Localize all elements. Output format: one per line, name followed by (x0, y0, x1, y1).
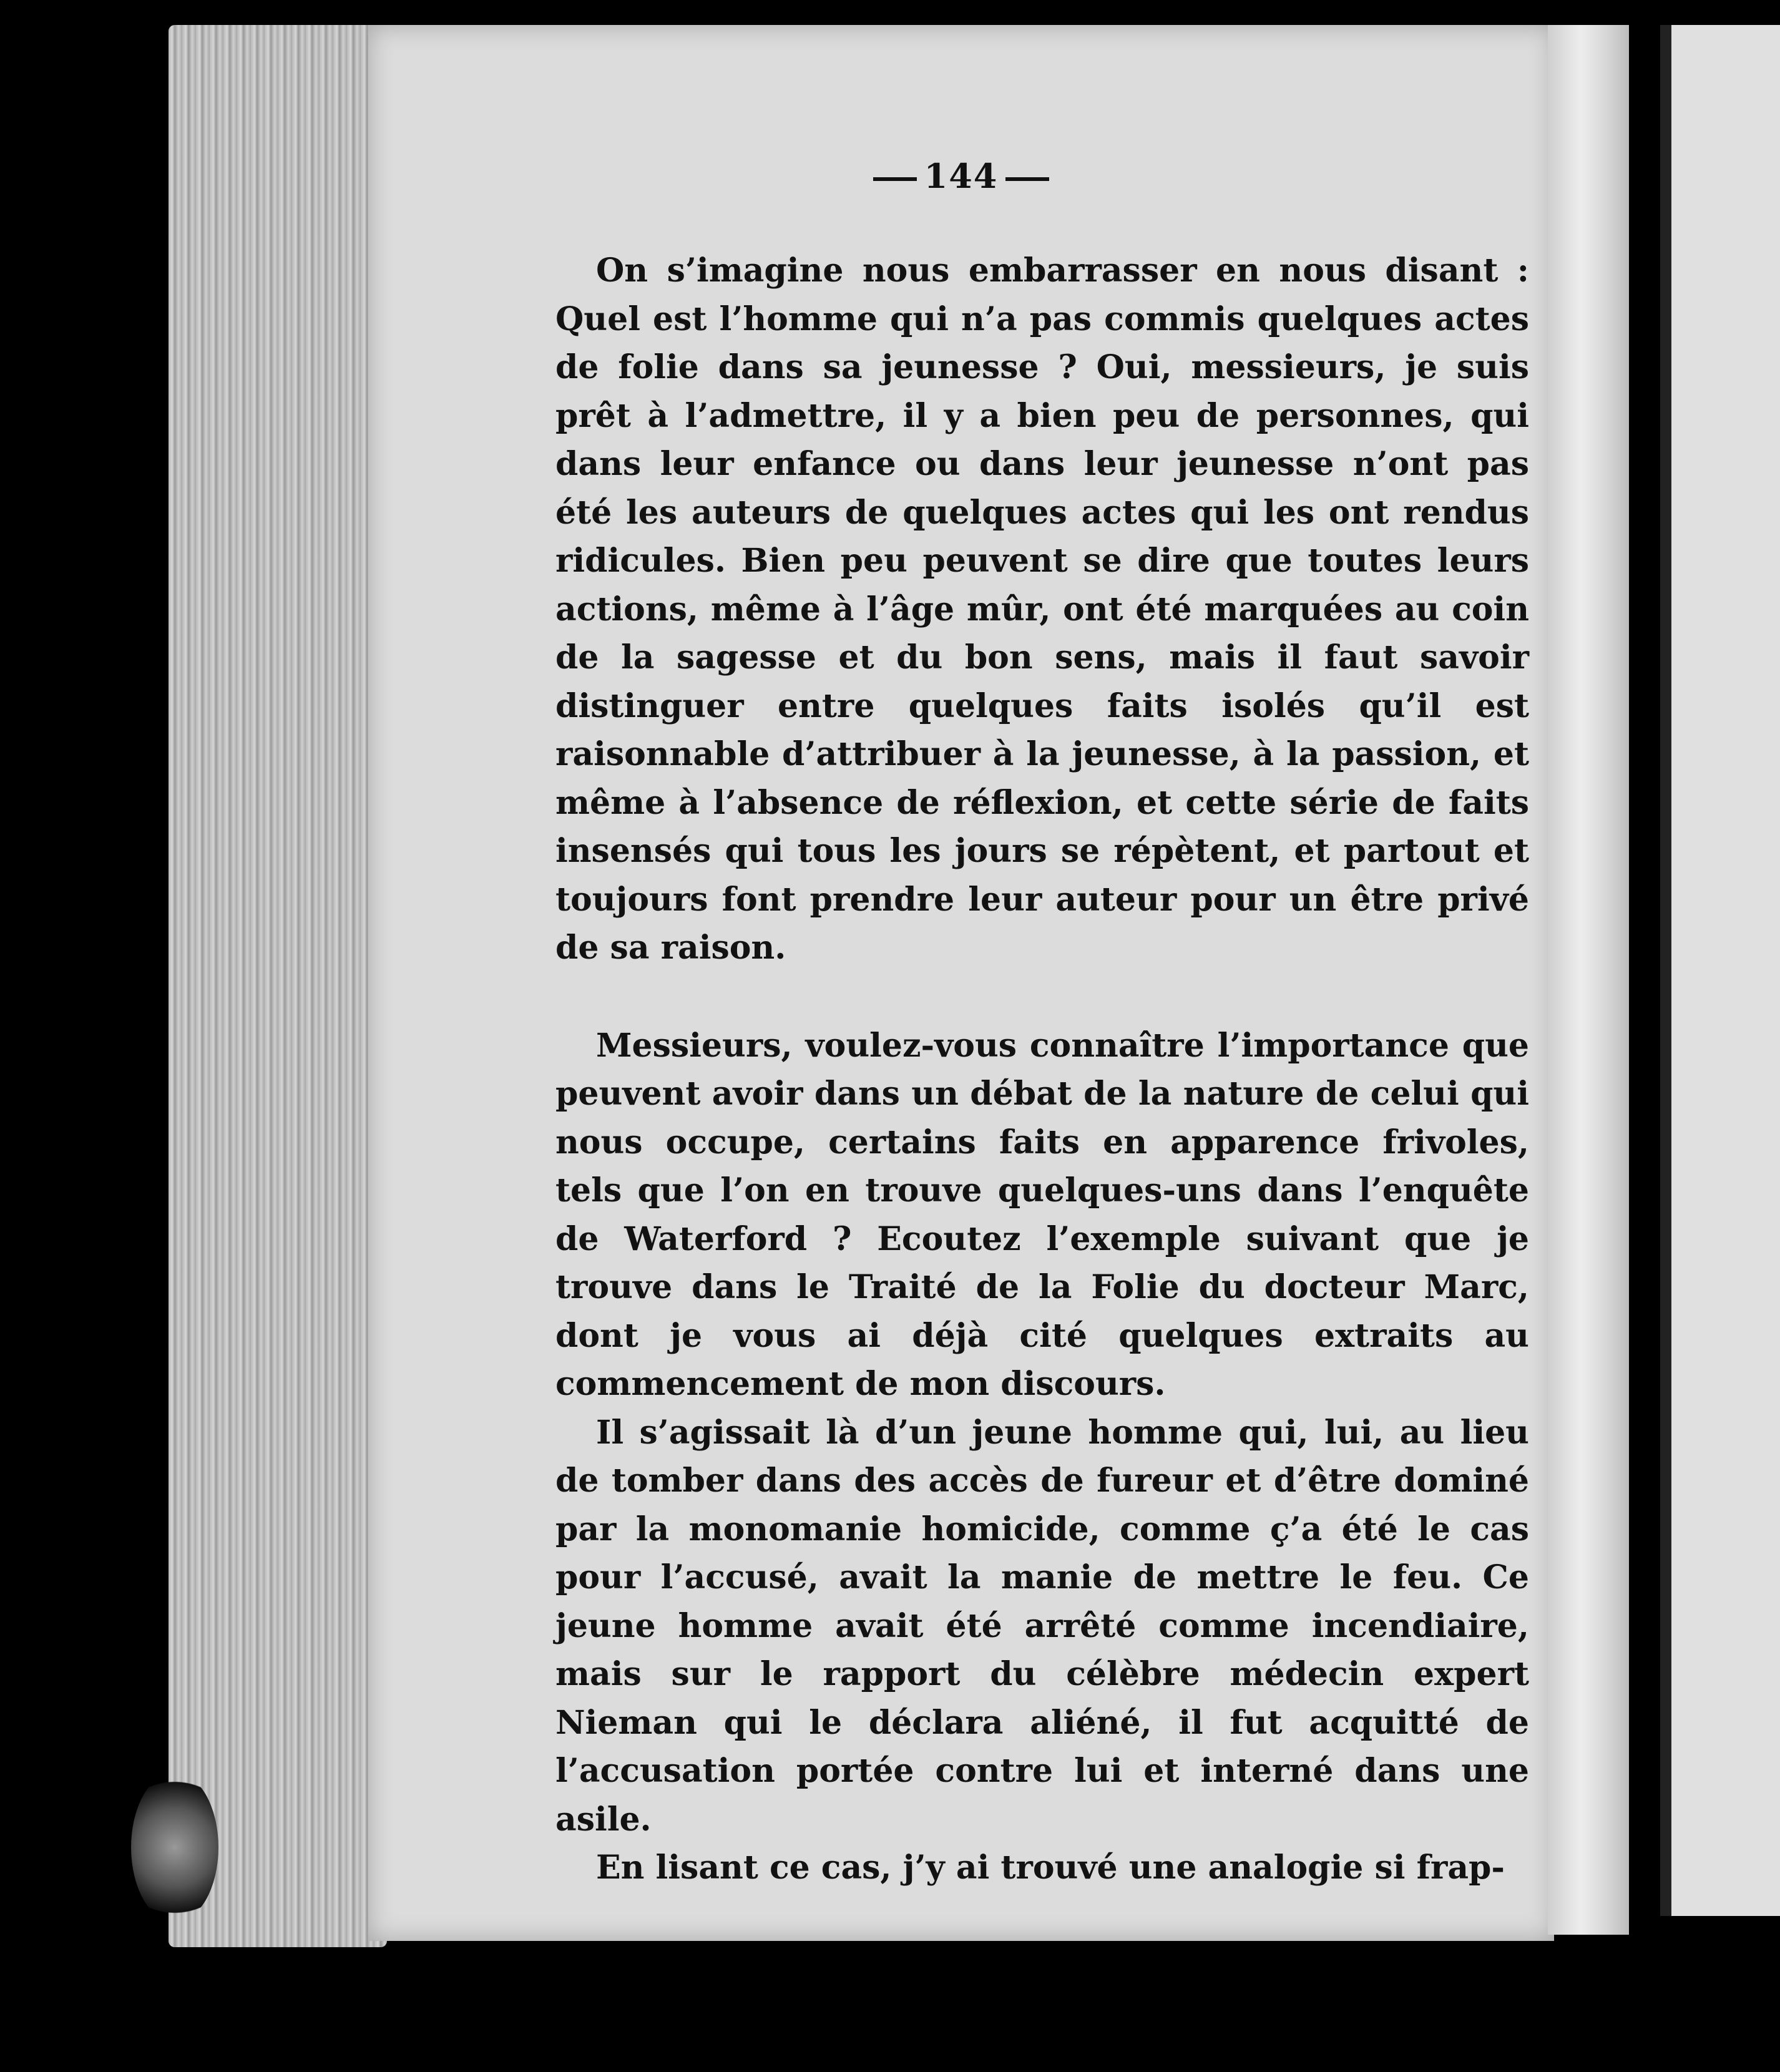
page-number-dash-left (873, 177, 917, 181)
page-number-dash-right (1005, 177, 1049, 181)
book-page-edges (169, 25, 387, 1947)
paragraph-1: On s’imagine nous embarrasser en nous disant : Quel est l’homme qui n’a pas commis quelques actes de folie dans sa jeunesse ? Oui, messieurs, je suis prêt à l’admettre, il y a bien peu de personnes, qui dans leur enfance ou dans leur jeunesse n’ont pas été les auteurs de quelques actes qui les ont rendus ridicules. Bien peu peuvent se dire que toutes leurs actions, même à l’âge mûr, ont été marquées au coin de la sagesse et du bon sens, mais il faut savoir distinguer entre quelques faits isolés qu’il est raisonnable d’attribuer à la jeunesse, à la passion, et même à l’absence de réflexion, et cette série de faits insensés qui tous les jours se répètent, et partout et toujours font prendre leur auteur pour un être privé de sa raison. (555, 252, 1529, 967)
page-number (368, 156, 1554, 196)
paragraph-4: En lisant ce cas, j’y ai trouvé une analogie si frap- (596, 1849, 1505, 1887)
facing-page-edge (1660, 25, 1780, 1916)
book-gutter (1548, 25, 1629, 1935)
page-number-value: 144 (924, 156, 999, 196)
page-text (555, 247, 1529, 1892)
paragraph-2: Messieurs, voulez-vous connaître l’importance que peuvent avoir dans un débat de la nature de celui qui nous occupe, certains faits en apparence frivoles, tels que l’on en trouve quelques-uns dans l’enquête de Waterford ? Ecoutez l’exemple suivant que je trouve dans le Traité de la Folie du docteur Marc, dont je vous ai déjà cité quelques extraits au commencement de mon discours. (555, 1026, 1529, 1403)
paragraph-3: Il s’agissait là d’un jeune homme qui, lui, au lieu de tomber dans des accès de fureur et d’être dominé par la monomanie homicide, comme ç’a été le cas pour l’accusé, avait la manie de mettre le feu. Ce jeune homme avait été arrêté comme incendiaire, mais sur le rapport du célèbre médecin expert Nieman qui le déclara aliéné, il fut acquitté de l’accusation portée contre lui et interné dans une asile. (555, 1413, 1529, 1839)
book-page (368, 25, 1554, 1941)
